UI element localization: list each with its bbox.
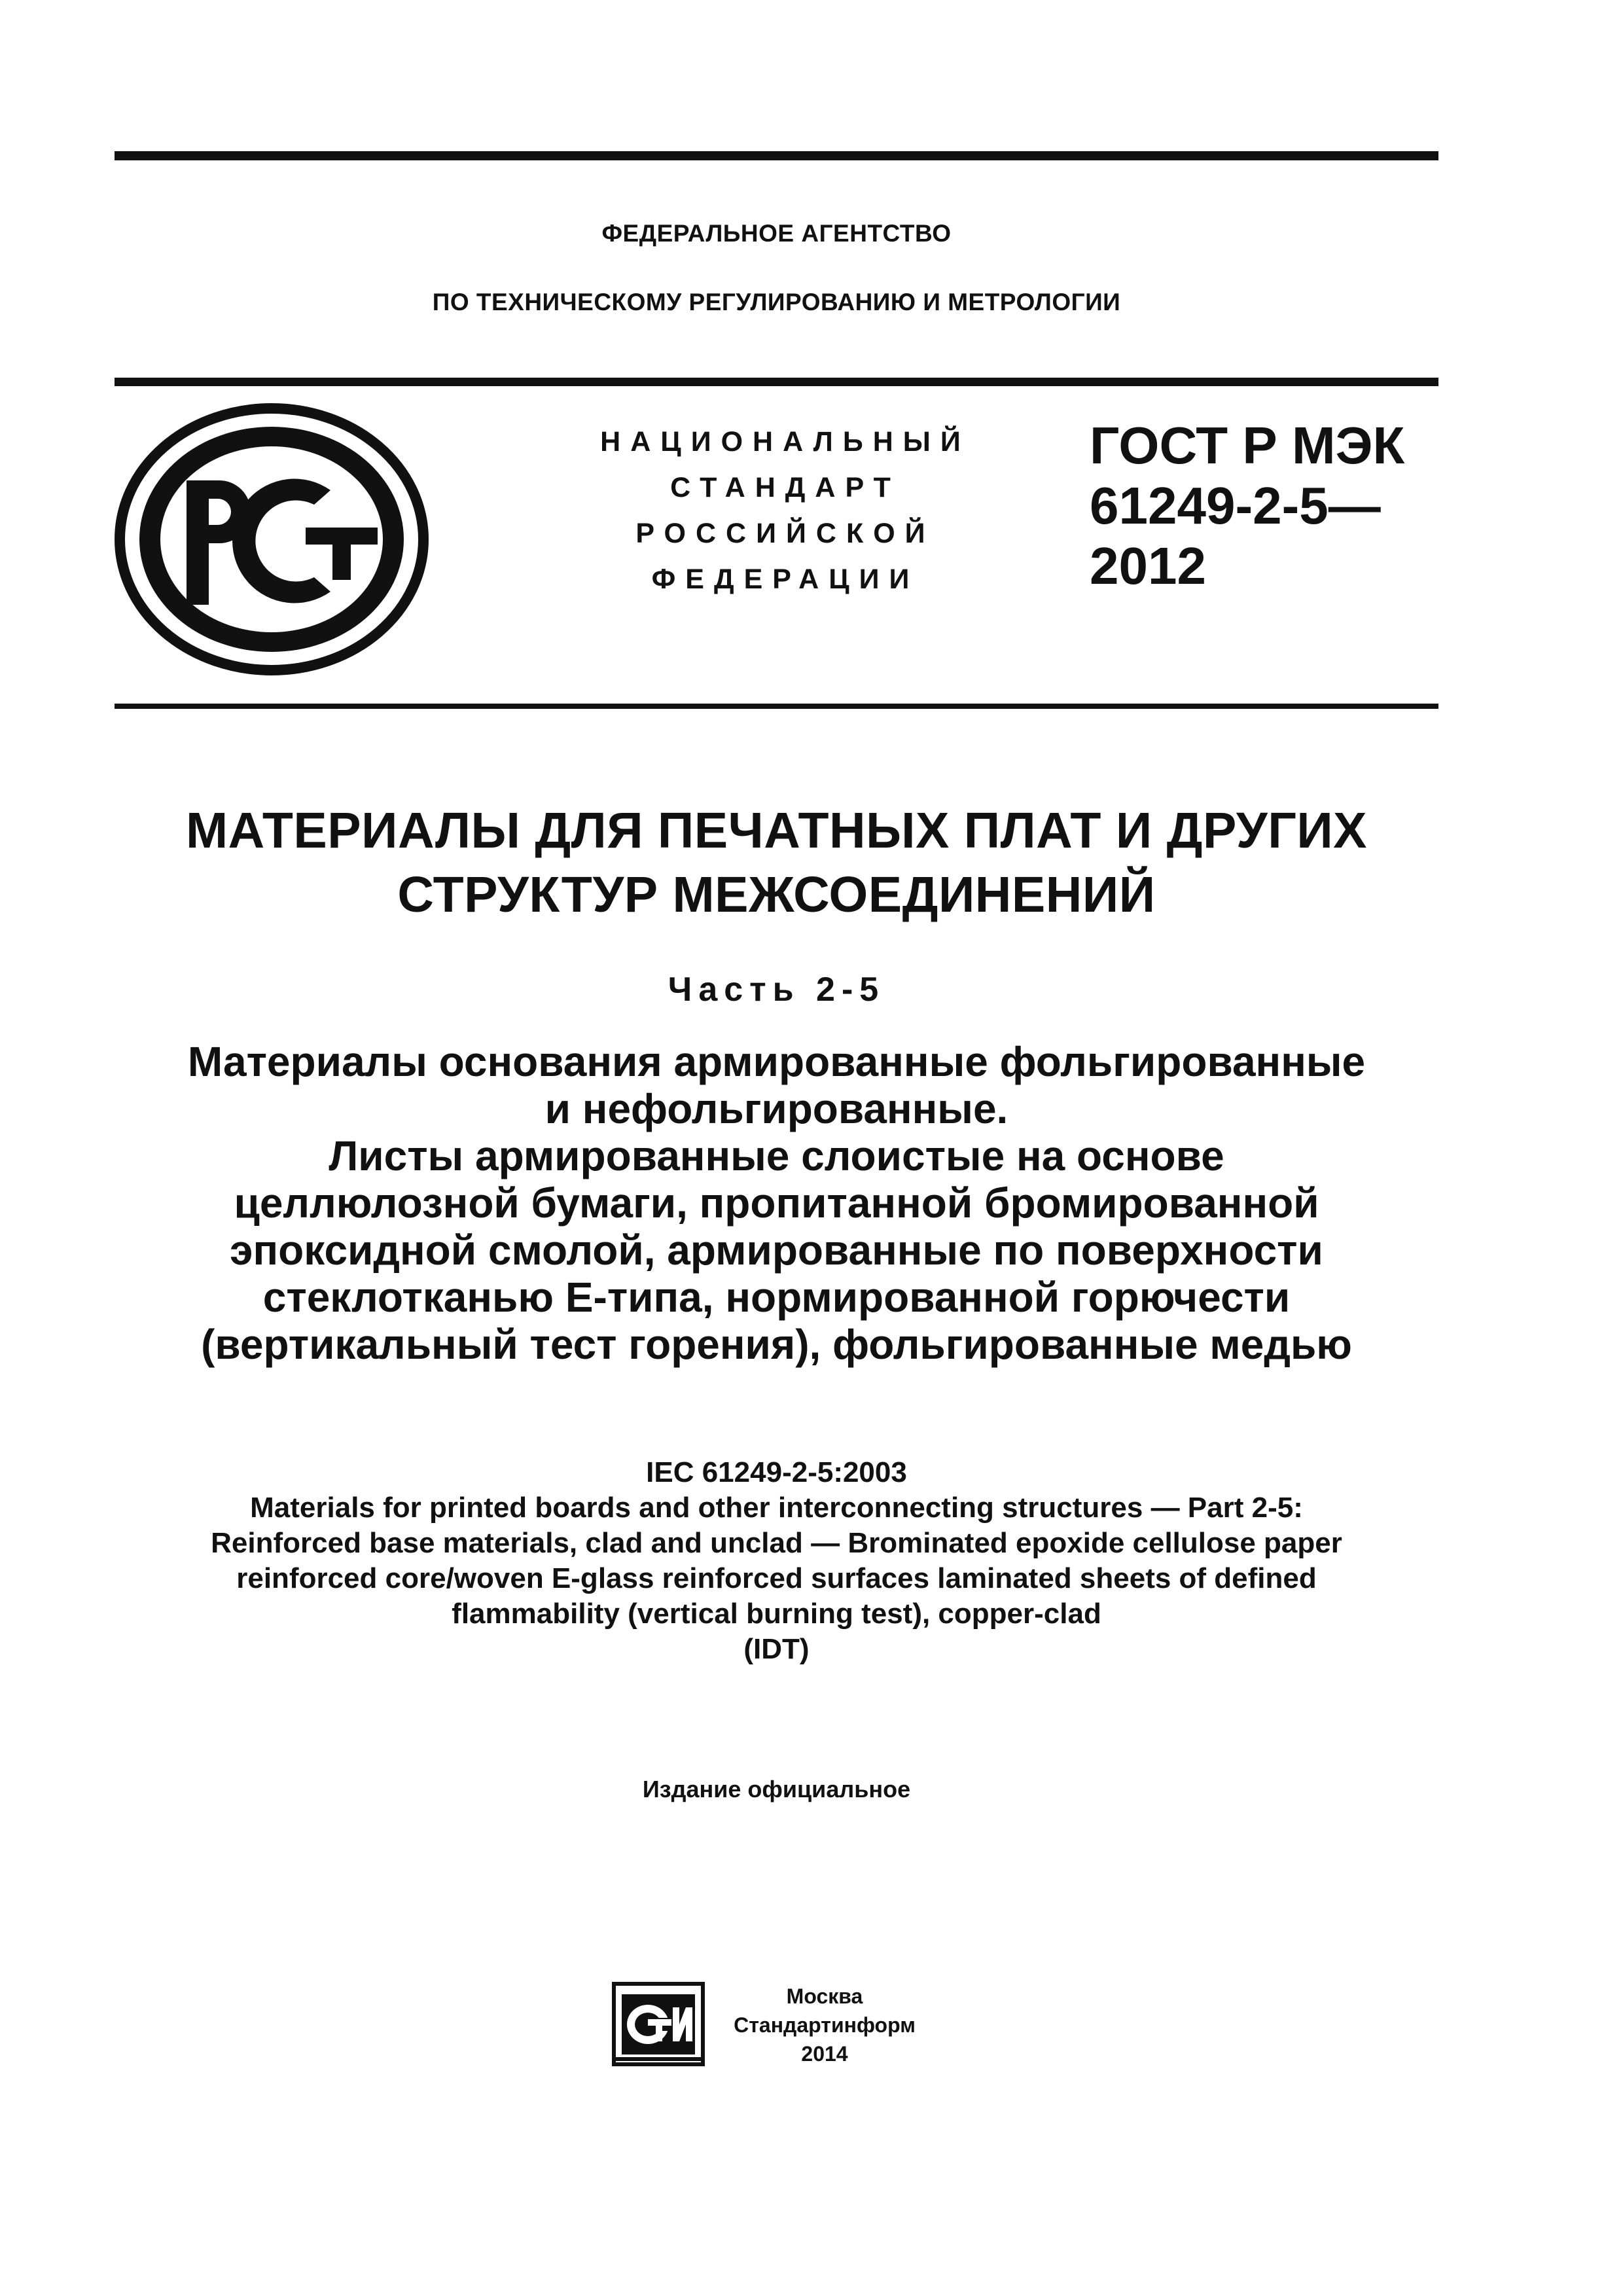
publisher-imprint: [726, 1982, 923, 2068]
title-line-2: СТРУКТУР МЕЖСОЕДИНЕНИЙ: [397, 867, 1156, 923]
document-subtitle: [98, 1038, 1455, 1368]
national-standard-line: СТАНДАРТ: [670, 472, 901, 503]
national-standard-line: РОССИЙСКОЙ: [635, 518, 935, 549]
agency-name-line-1: ФЕДЕРАЛЬНОЕ АГЕНТСТВО: [601, 220, 952, 247]
national-standard-label: [563, 419, 1008, 602]
part-number: Часть 2-5: [668, 971, 885, 1009]
rst-mark-icon: [115, 402, 429, 677]
iec-reference: [98, 1455, 1455, 1667]
national-standard-line: ФЕДЕРАЦИИ: [651, 564, 919, 595]
header-rule: [115, 378, 1438, 386]
designation-line: 2012: [1090, 537, 1206, 595]
standard-designation: [1090, 416, 1430, 596]
publisher-name: Стандартинформ: [734, 2013, 916, 2037]
standartinform-logo-icon: [610, 1980, 707, 2068]
document-title: [115, 798, 1438, 927]
iec-line: (IDT): [743, 1633, 810, 1665]
subtitle-line: (вертикальный тест горения), фольгированные медью: [201, 1321, 1352, 1368]
designation-line: ГОСТ Р МЭК: [1090, 416, 1405, 475]
subtitle-line: Материалы основания армированные фольгированные: [187, 1038, 1366, 1085]
publisher-city: Москва: [786, 1984, 863, 2008]
top-rule: [115, 151, 1438, 160]
subtitle-line: эпоксидной смолой, армированные по поверхности: [230, 1227, 1323, 1274]
edition-label: Издание официальное: [642, 1776, 911, 1803]
publisher-year: 2014: [801, 2042, 848, 2066]
subtitle-line: стеклотканью Е-типа, нормированной горючести: [262, 1274, 1291, 1321]
subtitle-line: и нефольгированные.: [544, 1085, 1008, 1132]
title-rule: [115, 704, 1438, 709]
iec-line: Materials for printed boards and other interconnecting structures — Part 2-5:: [250, 1492, 1303, 1524]
agency-name-line-2: ПО ТЕХНИЧЕСКОМУ РЕГУЛИРОВАНИЮ И МЕТРОЛОГИИ: [432, 289, 1121, 315]
subtitle-line: Листы армированные слоистые на основе: [329, 1132, 1224, 1179]
title-line-1: МАТЕРИАЛЫ ДЛЯ ПЕЧАТНЫХ ПЛАТ И ДРУГИХ: [185, 802, 1368, 859]
subtitle-line: целлюлозной бумаги, пропитанной бромированной: [234, 1179, 1319, 1227]
iec-line: reinforced core/woven E-glass reinforced surfaces laminated sheets of defined: [236, 1562, 1317, 1594]
national-standard-line: НАЦИОНАЛЬНЫЙ: [600, 426, 971, 457]
iec-line: flammability (vertical burning test), copper-clad: [452, 1598, 1101, 1630]
iec-line: Reinforced base materials, clad and unclad — Brominated epoxide cellulose paper: [211, 1527, 1342, 1559]
iec-line: IEC 61249-2-5:2003: [646, 1456, 907, 1488]
designation-line: 61249-2-5—: [1090, 476, 1381, 535]
